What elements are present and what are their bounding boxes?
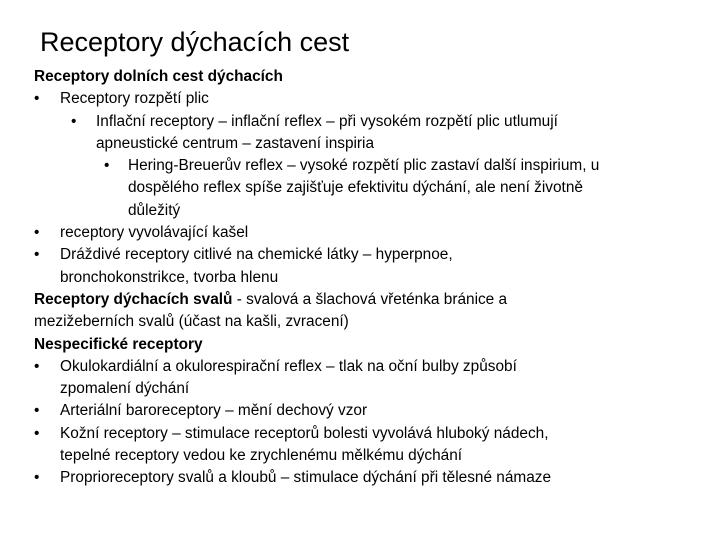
list-item-stretch-receptors bbox=[34, 88, 704, 110]
list-item-line bbox=[34, 155, 704, 177]
bullet-icon: • bbox=[71, 112, 77, 130]
bullet-icon: • bbox=[104, 157, 110, 175]
list-item-text: Dráždivé receptory citlivé na chemické látky – hyperpnoe, bbox=[60, 246, 453, 264]
list-item-text: bronchokonstrikce, tvorba hlenu bbox=[60, 268, 279, 286]
slide-title: Receptory dýchacích cest bbox=[40, 27, 350, 57]
list-item-line bbox=[34, 267, 704, 289]
list-item-hering-breuer bbox=[34, 155, 704, 222]
paragraph-text: - svalová a šlachová vřeténka bránice a bbox=[232, 290, 508, 308]
list-item-baroreceptors bbox=[34, 400, 704, 422]
list-item-line bbox=[34, 177, 704, 199]
list-item-cough-receptors bbox=[34, 222, 704, 244]
list-item-text: Kožní receptory – stimulace receptorů bolesti vyvolává hluboký nádech, bbox=[60, 424, 549, 442]
list-item-line bbox=[34, 111, 704, 133]
paragraph-text: mezižeberních svalů (účast na kašli, zvracení) bbox=[34, 313, 349, 331]
list-item-text: Receptory rozpětí plic bbox=[60, 90, 209, 108]
section-heading-lower-airways: Receptory dolních cest dýchacích bbox=[34, 68, 283, 85]
list-item-text: Proprioreceptory svalů a kloubů – stimulace dýchání při tělesné námaze bbox=[60, 469, 552, 487]
list-item-skin-receptors bbox=[34, 423, 704, 468]
bullet-icon: • bbox=[34, 357, 40, 375]
list-item-line bbox=[34, 423, 704, 445]
list-item-irritant-receptors bbox=[34, 244, 704, 289]
bullet-icon: • bbox=[34, 224, 40, 242]
list-item-line bbox=[34, 200, 704, 222]
list-item-oculocardiac bbox=[34, 356, 704, 401]
list-item-line bbox=[34, 378, 704, 400]
section-heading-nonspecific: Nespecifické receptory bbox=[34, 335, 203, 353]
list-item-text: receptory vyvolávající kašel bbox=[60, 224, 249, 242]
paragraph-line bbox=[34, 311, 704, 333]
bullet-icon: • bbox=[34, 469, 40, 487]
list-item-text: apneustické centrum – zastavení inspiria bbox=[96, 134, 375, 152]
list-item-line bbox=[34, 133, 704, 155]
section-heading-respiratory-muscles: Receptory dýchacích svalů bbox=[34, 290, 233, 308]
list-item-text: Okulokardiální a okulorespirační reflex – tlak na oční bulby způsobí bbox=[60, 357, 517, 375]
list-item-text: důležitý bbox=[128, 201, 181, 219]
bullet-icon: • bbox=[34, 90, 40, 108]
paragraph-respiratory-muscles bbox=[34, 289, 704, 311]
list-item-inflation-receptors bbox=[34, 111, 704, 156]
bullet-icon: • bbox=[34, 246, 40, 264]
list-item-text: zpomalení dýchání bbox=[60, 380, 190, 398]
list-item-line bbox=[34, 356, 704, 378]
list-item-text: Arteriální baroreceptory – mění dechový vzor bbox=[60, 402, 368, 420]
list-item-text: Hering-Breuerův reflex – vysoké rozpětí plic zastaví další inspirium, u bbox=[128, 157, 600, 175]
list-item-line bbox=[34, 445, 704, 467]
list-item-text: tepelné receptory vedou ke zrychlenému mělkému dýchání bbox=[60, 447, 463, 465]
list-item-text: Inflační receptory – inflační reflex – při vysokém rozpětí plic utlumují bbox=[96, 112, 558, 130]
list-item-text: dospělého reflex spíše zajišťuje efektivitu dýchání, ale není životně bbox=[128, 179, 583, 197]
bullet-icon: • bbox=[34, 402, 40, 420]
list-item-line bbox=[34, 244, 704, 266]
list-item-proprioreceptors bbox=[34, 467, 704, 489]
slide-content bbox=[34, 66, 704, 490]
bullet-icon: • bbox=[34, 424, 40, 442]
